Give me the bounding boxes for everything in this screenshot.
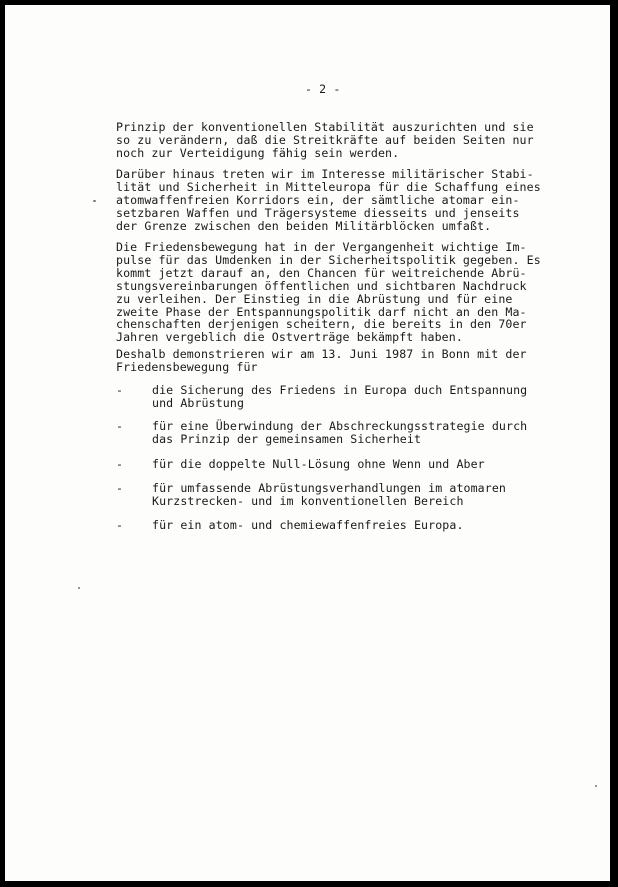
bullet-item-deterrence: für eine Überwindung der Abschreckungsstrategie durch das Prinzip der gemeinsamen Sicherheit — [152, 419, 528, 446]
bullet-marker: - — [116, 383, 124, 397]
scan-speck — [78, 587, 80, 589]
paragraph-demonstration: Deshalb demonstrieren wir am 13. Juni 1987 in Bonn mit der Friedensbewegung für — [116, 347, 527, 374]
bullet-item-negotiations: für umfassende Abrüstungsverhandlungen im atomaren Kurzstrecken- und im konventionellen Bereich — [152, 481, 507, 508]
bullet-item-weapon-free-europe: für ein atom- und chemiewaffenfreies Europa. — [152, 518, 464, 532]
bullet-marker: - — [116, 457, 124, 471]
scan-speck — [595, 785, 597, 787]
page-number: - 2 - — [305, 82, 341, 96]
bullet-marker: - — [116, 518, 124, 532]
scan-speck — [93, 200, 96, 202]
paragraph-stability: Prinzip der konventionellen Stabilität auszurichten und sie so zu verändern, daß die Streitkräfte auf beiden Seiten nur noch zur Verteidigung fähig sein werden. — [116, 120, 534, 160]
bullet-marker: - — [116, 419, 124, 433]
bullet-item-zero-option: für die doppelte Null-Lösung ohne Wenn und Aber — [152, 457, 485, 471]
paragraph-peace-movement: Die Friedensbewegung hat in der Vergangenheit wichtige Im- pulse für das Umdenken in der Sicherheitspolitik gegeben. Es kommt jetzt darauf an, den Chancen für weitreichende Abrü- stungsvereinbarungen öffentlichen und sichtbaren Nachdruck zu verleihen. Der Einstieg in die Abrüstung und für eine zweite Phase der Entspannungspolitik darf nicht an den Ma- chenschaften derjenigen scheitern, die bereits in den 70er Jahren vergeblich die Ostverträge bekämpft haben. — [116, 240, 541, 345]
bullet-marker: - — [116, 481, 124, 495]
paragraph-corridor: Darüber hinaus treten wir im Interesse militärischer Stabi- lität und Sicherheit in Mitteleuropa für die Schaffung eines atomwaffenfreien Korridors ein, der sämtliche atomar ein- setzbaren Waffen und Trägersysteme diesseits und jenseits der Grenze zwischen den beiden Militärblöcken umfaßt. — [116, 167, 541, 233]
bullet-item-peace-security: die Sicherung des Friedens in Europa duch Entspannung und Abrüstung — [152, 383, 528, 410]
document-page — [5, 5, 610, 881]
